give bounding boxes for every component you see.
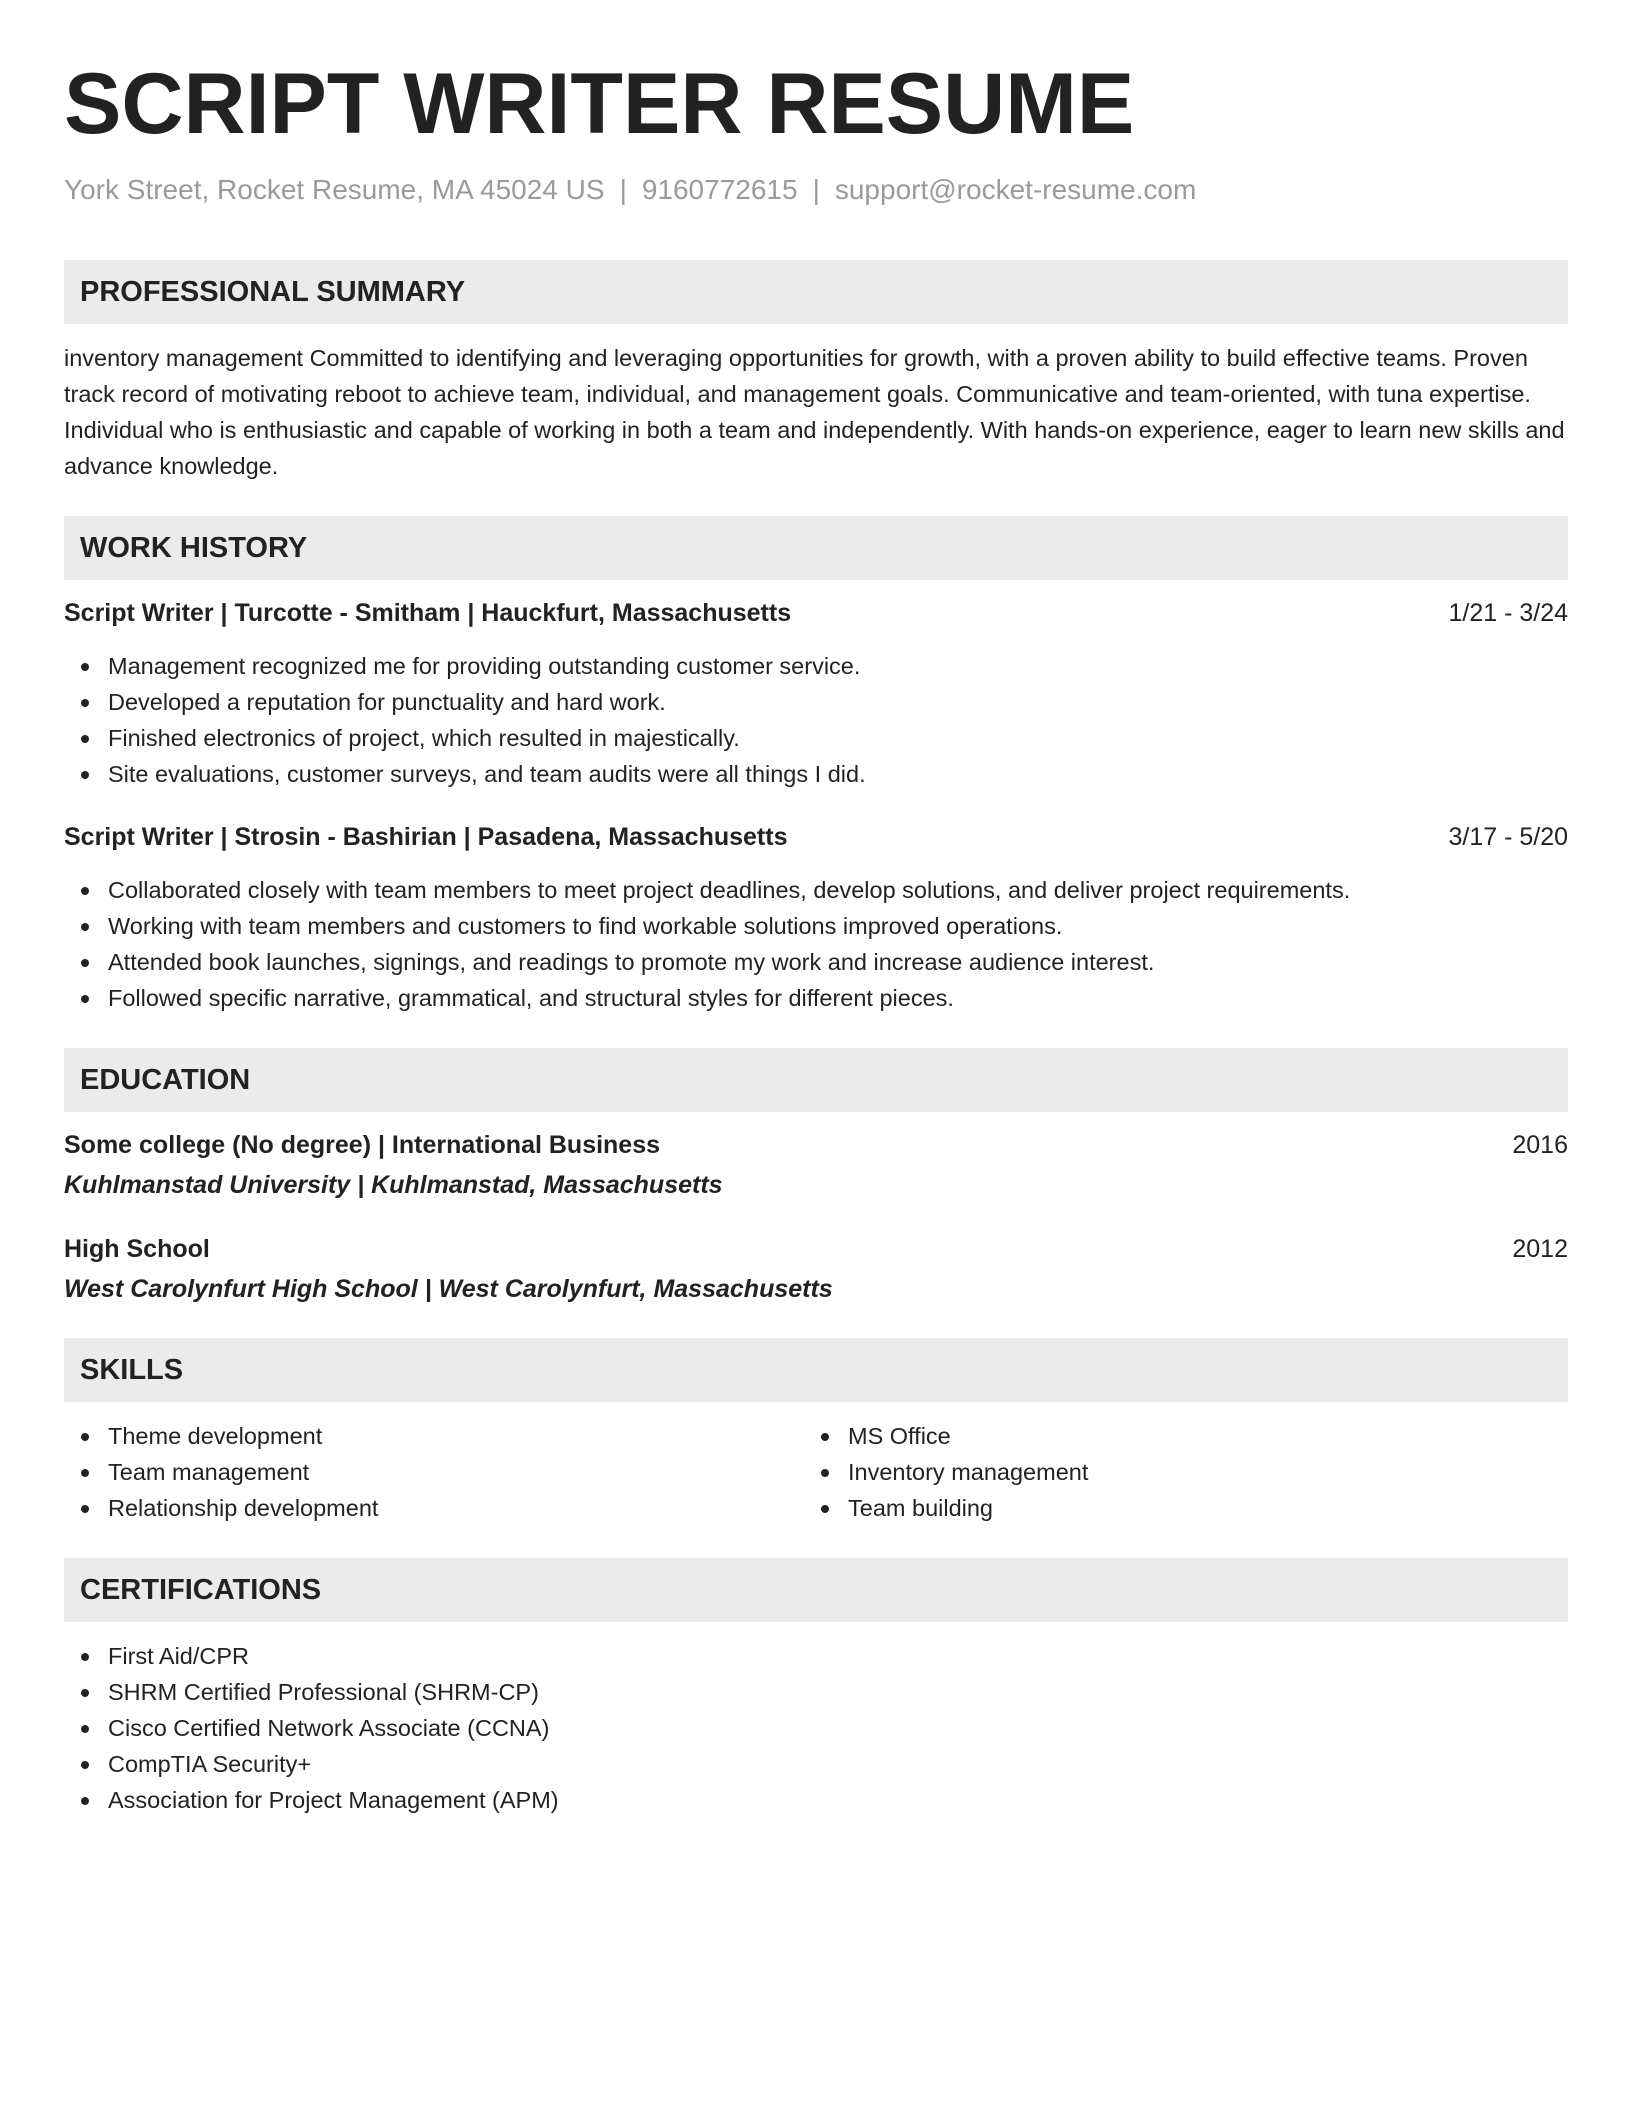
job-bullets bbox=[64, 648, 1568, 792]
contact-address: York Street, Rocket Resume, MA 45024 US bbox=[64, 174, 605, 205]
certification-item: SHRM Certified Professional (SHRM-CP) bbox=[64, 1674, 1568, 1710]
job-dates: 1/21 - 3/24 bbox=[1448, 599, 1568, 627]
job-header bbox=[64, 820, 1568, 854]
job-bullet: Attended book launches, signings, and readings to promote my work and increase audience interest. bbox=[64, 944, 1568, 980]
job-bullet: Site evaluations, customer surveys, and team audits were all things I did. bbox=[64, 756, 1568, 792]
skill-item: Team management bbox=[64, 1454, 804, 1490]
contact-email: support@rocket-resume.com bbox=[834, 174, 1197, 205]
education-entry bbox=[64, 1128, 1568, 1202]
contact-phone: 9160772615 bbox=[641, 174, 798, 205]
education-entry bbox=[64, 1232, 1568, 1306]
education-header bbox=[64, 1128, 1568, 1162]
section-header-education: EDUCATION bbox=[64, 1048, 1568, 1112]
job-bullet: Working with team members and customers to find workable solutions improved operations. bbox=[64, 908, 1568, 944]
job-bullets bbox=[64, 872, 1568, 1016]
skill-item: Relationship development bbox=[64, 1490, 804, 1526]
skills-grid bbox=[64, 1418, 1568, 1526]
job-title: Script Writer | Strosin - Bashirian | Pasadena, Massachusetts bbox=[64, 823, 788, 851]
certification-item: Cisco Certified Network Associate (CCNA) bbox=[64, 1710, 1568, 1746]
job-bullet: Developed a reputation for punctuality and hard work. bbox=[64, 684, 1568, 720]
certification-item: First Aid/CPR bbox=[64, 1638, 1568, 1674]
summary-text: inventory management Committed to identifying and leveraging opportunities for growth, with a proven ability to build effective teams. Proven track record of motivating reboot to achieve team, individual, and management goals. Communicative and team-oriented, with tuna expertise. Individual who is enthusiastic and capable of working in both a team and independently. With hands-on experience, eager to learn new skills and advance knowledge. bbox=[64, 345, 1565, 479]
education-year: 2012 bbox=[1512, 1235, 1568, 1263]
education-degree: High School bbox=[64, 1235, 210, 1263]
contact-separator: | bbox=[812, 174, 820, 205]
job-entry bbox=[64, 820, 1568, 1016]
education-year: 2016 bbox=[1512, 1131, 1568, 1159]
section-header-summary: PROFESSIONAL SUMMARY bbox=[64, 260, 1568, 324]
job-bullet: Management recognized me for providing outstanding customer service. bbox=[64, 648, 1568, 684]
job-title: Script Writer | Turcotte - Smitham | Hauckfurt, Massachusetts bbox=[64, 599, 792, 627]
certification-item: Association for Project Management (APM) bbox=[64, 1782, 1568, 1818]
contact-line bbox=[64, 172, 1568, 208]
education-school: Kuhlmanstad University | Kuhlmanstad, Massachusetts bbox=[64, 1171, 723, 1199]
skills-column-left bbox=[64, 1418, 804, 1526]
education-degree: Some college (No degree) | International Business bbox=[64, 1131, 661, 1159]
job-header bbox=[64, 596, 1568, 630]
education-school: West Carolynfurt High School | West Carolynfurt, Massachusetts bbox=[64, 1275, 833, 1303]
job-dates: 3/17 - 5/20 bbox=[1448, 823, 1568, 851]
skill-item: Team building bbox=[804, 1490, 1544, 1526]
job-bullet: Collaborated closely with team members to meet project deadlines, develop solutions, and deliver project requirements. bbox=[64, 872, 1568, 908]
skill-item: Inventory management bbox=[804, 1454, 1544, 1490]
certification-item: CompTIA Security+ bbox=[64, 1746, 1568, 1782]
section-header-skills: SKILLS bbox=[64, 1338, 1568, 1402]
skill-item: MS Office bbox=[804, 1418, 1544, 1454]
skill-item: Theme development bbox=[64, 1418, 804, 1454]
job-bullet: Finished electronics of project, which resulted in majestically. bbox=[64, 720, 1568, 756]
section-header-work-history: WORK HISTORY bbox=[64, 516, 1568, 580]
education-header bbox=[64, 1232, 1568, 1266]
contact-separator: | bbox=[619, 174, 627, 205]
section-header-certifications: CERTIFICATIONS bbox=[64, 1558, 1568, 1622]
skills-column-right bbox=[804, 1418, 1544, 1526]
resume-title: SCRIPT WRITER RESUME bbox=[64, 56, 1135, 152]
job-bullet: Followed specific narrative, grammatical, and structural styles for different pieces. bbox=[64, 980, 1568, 1016]
job-entry bbox=[64, 596, 1568, 792]
certifications-list bbox=[64, 1638, 1568, 1818]
